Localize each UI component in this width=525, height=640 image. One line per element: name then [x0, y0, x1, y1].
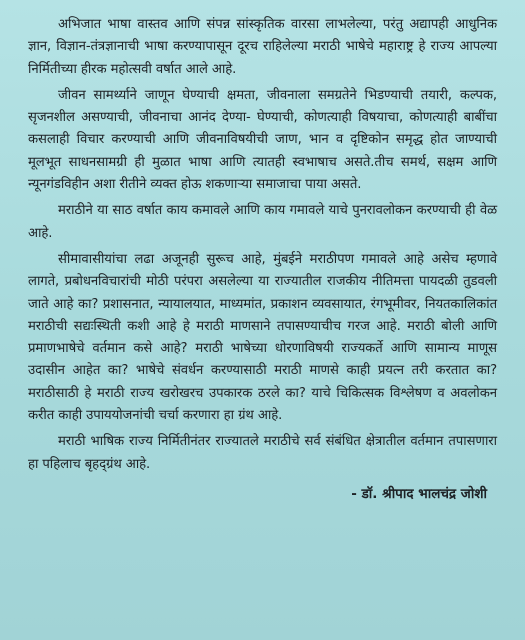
- paragraph-5: मराठी भाषिक राज्य निर्मितीनंतर राज्यातले मराठीचे सर्व संबंधित क्षेत्रातील वर्तमान तपासणारा हा पहिलाच बृहद्ग्रंथ आहे.: [28, 434, 497, 472]
- paragraph-1: अभिजात भाषा वास्तव आणि संपन्न सांस्कृतिक वारसा लाभलेल्या, परंतु अद्यापही आधुनिक ज्ञान, विज्ञान-तंत्रज्ञानाची भाषा करण्यापासून दूरच राहिलेल्या मराठी भाषेचे महाराष्ट्र हे राज्य आपल्या निर्मितीच्या हीरक महोत्सवी वर्षात आले आहे.: [28, 17, 497, 77]
- paragraph-4: सीमावासीयांचा लढा अजूनही सुरूच आहे, मुंबईने मराठीपण गमावले आहे असेच म्हणावे लागते, प्रबोधनविचारांची मोठी परंपरा असलेल्या या राज्यातील राजकीय नीतिमत्ता पायदळी तुडवली जाते आहे का? प्रशासनात, न्यायालयात, माध्यमांत, प्रकाशन व्यवसायात, रंगभूमीवर, नियतकालिकांत मराठीची सद्यःस्थिती कशी आहे हे मराठी माणसाने तपासण्याचीच गरज आहे. मराठी बोली आणि प्रमाणभाषेचे वर्तमान कसे आहे? मराठी भाषेच्या धोरणाविषयी राज्यकर्ते आणि सामान्य माणूस उदासीन आहेत का? भाषेचे संवर्धन करण्यासाठी मराठी माणसे काही प्रयत्न तरी करतात का? मराठीसाठी हे मराठी राज्य खरोखरच उपकारक ठरले का? याचे चिकित्सक विश्लेषण व अवलोकन करीत काही उपाययोजनांची चर्चा करणारा हा ग्रंथ आहे.: [28, 251, 497, 424]
- author-signature: - डॉ. श्रीपाद भालचंद्र जोशी: [351, 485, 487, 502]
- paragraph-2: जीवन सामर्थ्याने जाणून घेण्याची क्षमता, जीवनाला समग्रतेने भिडण्याची तयारी, कल्पक, सृजनशील असण्याची, जीवनाचा आनंद देण्या- घेण्याची, कोणत्याही विषयाचा, कोणत्याही बाबींचा कसलाही विचार करण्याची आणि जीवनाविषयीची जाण, भान व दृष्टिकोन समृद्ध होत जाण्याची मूलभूत साधनसामग्री ही मुळात भाषा आणि त्यातही स्वभाषाच असते.तीच समर्थ, सक्षम आणि न्यूनगंडविहीन अशा रीतीने व्यक्त होऊ शकणाऱ्या समाजाचा पाया असते.: [28, 87, 497, 193]
- paragraph-3: मराठीने या साठ वर्षात काय कमावले आणि काय गमावले याचे पुनरावलोकन करण्याची ही वेळ आहे.: [28, 203, 497, 241]
